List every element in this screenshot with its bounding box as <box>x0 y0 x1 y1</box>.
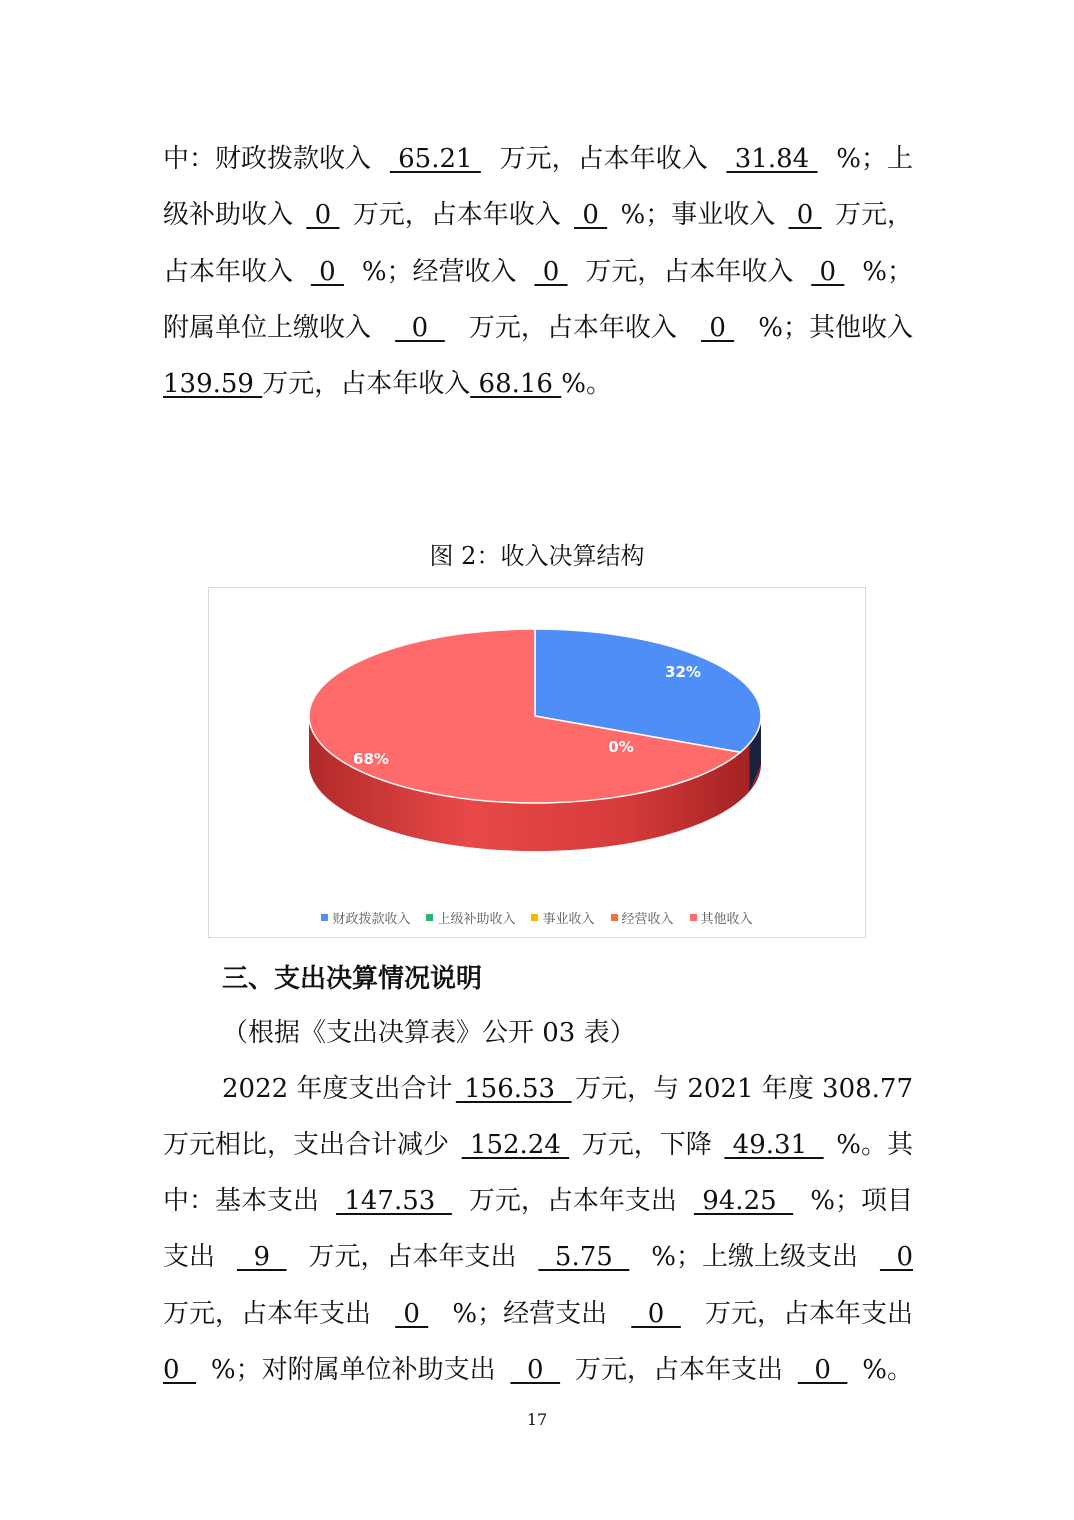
legend-item <box>690 908 753 927</box>
value: 0 <box>811 257 845 287</box>
text: %；项目 <box>810 1186 913 1216</box>
text: %；其他收入 <box>758 313 913 343</box>
legend-swatch <box>611 914 618 921</box>
value: 0 <box>631 1299 681 1329</box>
legend-item <box>611 908 674 927</box>
pie-svg <box>209 588 865 888</box>
legend-swatch <box>531 914 538 921</box>
text: %。 <box>862 1355 913 1385</box>
text: 万元，占本年支出 <box>704 1299 913 1329</box>
value: 0 <box>310 257 344 287</box>
text: 附属单位上缴收入 <box>163 313 372 343</box>
value: 49.31 <box>724 1130 824 1160</box>
legend-item <box>426 908 515 927</box>
revenue-line-2 <box>163 198 913 232</box>
value: 147.53 <box>336 1186 452 1216</box>
expense-line-4 <box>163 1240 913 1274</box>
legend-item <box>321 908 410 927</box>
value: 5.75 <box>538 1242 630 1272</box>
expense-line-5 <box>163 1297 913 1331</box>
text: 支出 <box>163 1242 216 1272</box>
revenue-line-5 <box>163 367 913 401</box>
text: 万元，占本年支出 <box>163 1299 372 1329</box>
revenue-line-1 <box>163 142 913 176</box>
text: %。 <box>561 369 612 399</box>
text: 万元， <box>834 200 913 230</box>
text: %。其 <box>836 1130 913 1160</box>
page-number: 17 <box>526 1410 548 1429</box>
text: 万元，占本年支出 <box>574 1355 783 1385</box>
value: 0 <box>701 313 735 343</box>
value: 0 <box>574 200 608 230</box>
value: 94.25 <box>693 1186 794 1216</box>
pie-data-label: 0% <box>608 738 634 756</box>
legend-item <box>531 908 594 927</box>
legend-swatch <box>690 914 697 921</box>
other-amount: 139.59 <box>163 369 263 399</box>
section-title: 三、支出决算情况说明 <box>222 964 483 994</box>
fiscal-amount: 65.21 <box>389 144 481 174</box>
text: 万元，与 2021 年度 308.77 <box>575 1074 913 1104</box>
text: 万元，占本年收入 <box>352 200 561 230</box>
value: 0 <box>788 200 822 230</box>
other-pct: 68.16 <box>470 369 562 399</box>
text: 万元相比，支出合计减少 <box>163 1130 450 1160</box>
text: %；上 <box>836 144 913 174</box>
legend-label: 财政拨款收入 <box>332 912 411 927</box>
text: %； <box>862 257 913 287</box>
text: 级补助收入 <box>163 200 294 230</box>
text: 万元，占本年收入 <box>262 369 471 399</box>
text: 万元，占本年收入 <box>468 313 677 343</box>
value: 0 <box>879 1242 913 1272</box>
text: %；经营支出 <box>452 1299 608 1329</box>
legend-label: 其他收入 <box>700 912 753 927</box>
text: %；事业收入 <box>620 200 776 230</box>
text: 万元，下降 <box>581 1130 712 1160</box>
text: 中：财政拨款收入 <box>163 144 372 174</box>
value: 0 <box>163 1355 197 1385</box>
fiscal-pct: 31.84 <box>726 144 818 174</box>
text: %；上缴上级支出 <box>651 1242 858 1272</box>
source-note <box>222 1016 972 1050</box>
text: 2022 年度支出合计 <box>222 1074 453 1104</box>
pie-data-label: 32% <box>665 663 701 681</box>
expense-line-1 <box>222 1072 913 1106</box>
text: 万元，占本年支出 <box>468 1186 677 1216</box>
value: 9 <box>236 1242 287 1272</box>
text: 万元，占本年收入 <box>585 257 794 287</box>
expense-line-6 <box>163 1353 913 1387</box>
text: 万元，占本年收入 <box>499 144 708 174</box>
text: %；对附属单位补助支出 <box>210 1355 496 1385</box>
text: （根据《支出决算表》公开 03 表） <box>222 1018 636 1048</box>
value: 0 <box>395 313 445 343</box>
legend-label: 上级补助收入 <box>437 912 516 927</box>
expense-line-3 <box>163 1184 913 1218</box>
revenue-pie-chart <box>208 587 866 938</box>
legend-label: 事业收入 <box>542 912 595 927</box>
legend-swatch <box>321 914 328 921</box>
value: 0 <box>510 1355 561 1385</box>
text: 万元，占本年支出 <box>308 1242 517 1272</box>
expense-line-2 <box>163 1128 913 1162</box>
value: 152.24 <box>461 1130 570 1160</box>
value: 0 <box>797 1355 848 1385</box>
legend-label: 经营收入 <box>621 912 674 927</box>
text: 中：基本支出 <box>163 1186 320 1216</box>
revenue-line-4 <box>163 311 913 345</box>
value: 156.53 <box>455 1074 572 1104</box>
revenue-line-3 <box>163 255 913 289</box>
figure-caption: 图 2：收入决算结构 <box>429 542 645 570</box>
value: 0 <box>534 257 568 287</box>
chart-legend <box>209 908 865 927</box>
value: 0 <box>395 1299 429 1329</box>
pie-data-label: 68% <box>353 750 389 768</box>
value: 0 <box>306 200 340 230</box>
text: %；经营收入 <box>361 257 517 287</box>
legend-swatch <box>426 914 433 921</box>
text: 占本年收入 <box>163 257 294 287</box>
